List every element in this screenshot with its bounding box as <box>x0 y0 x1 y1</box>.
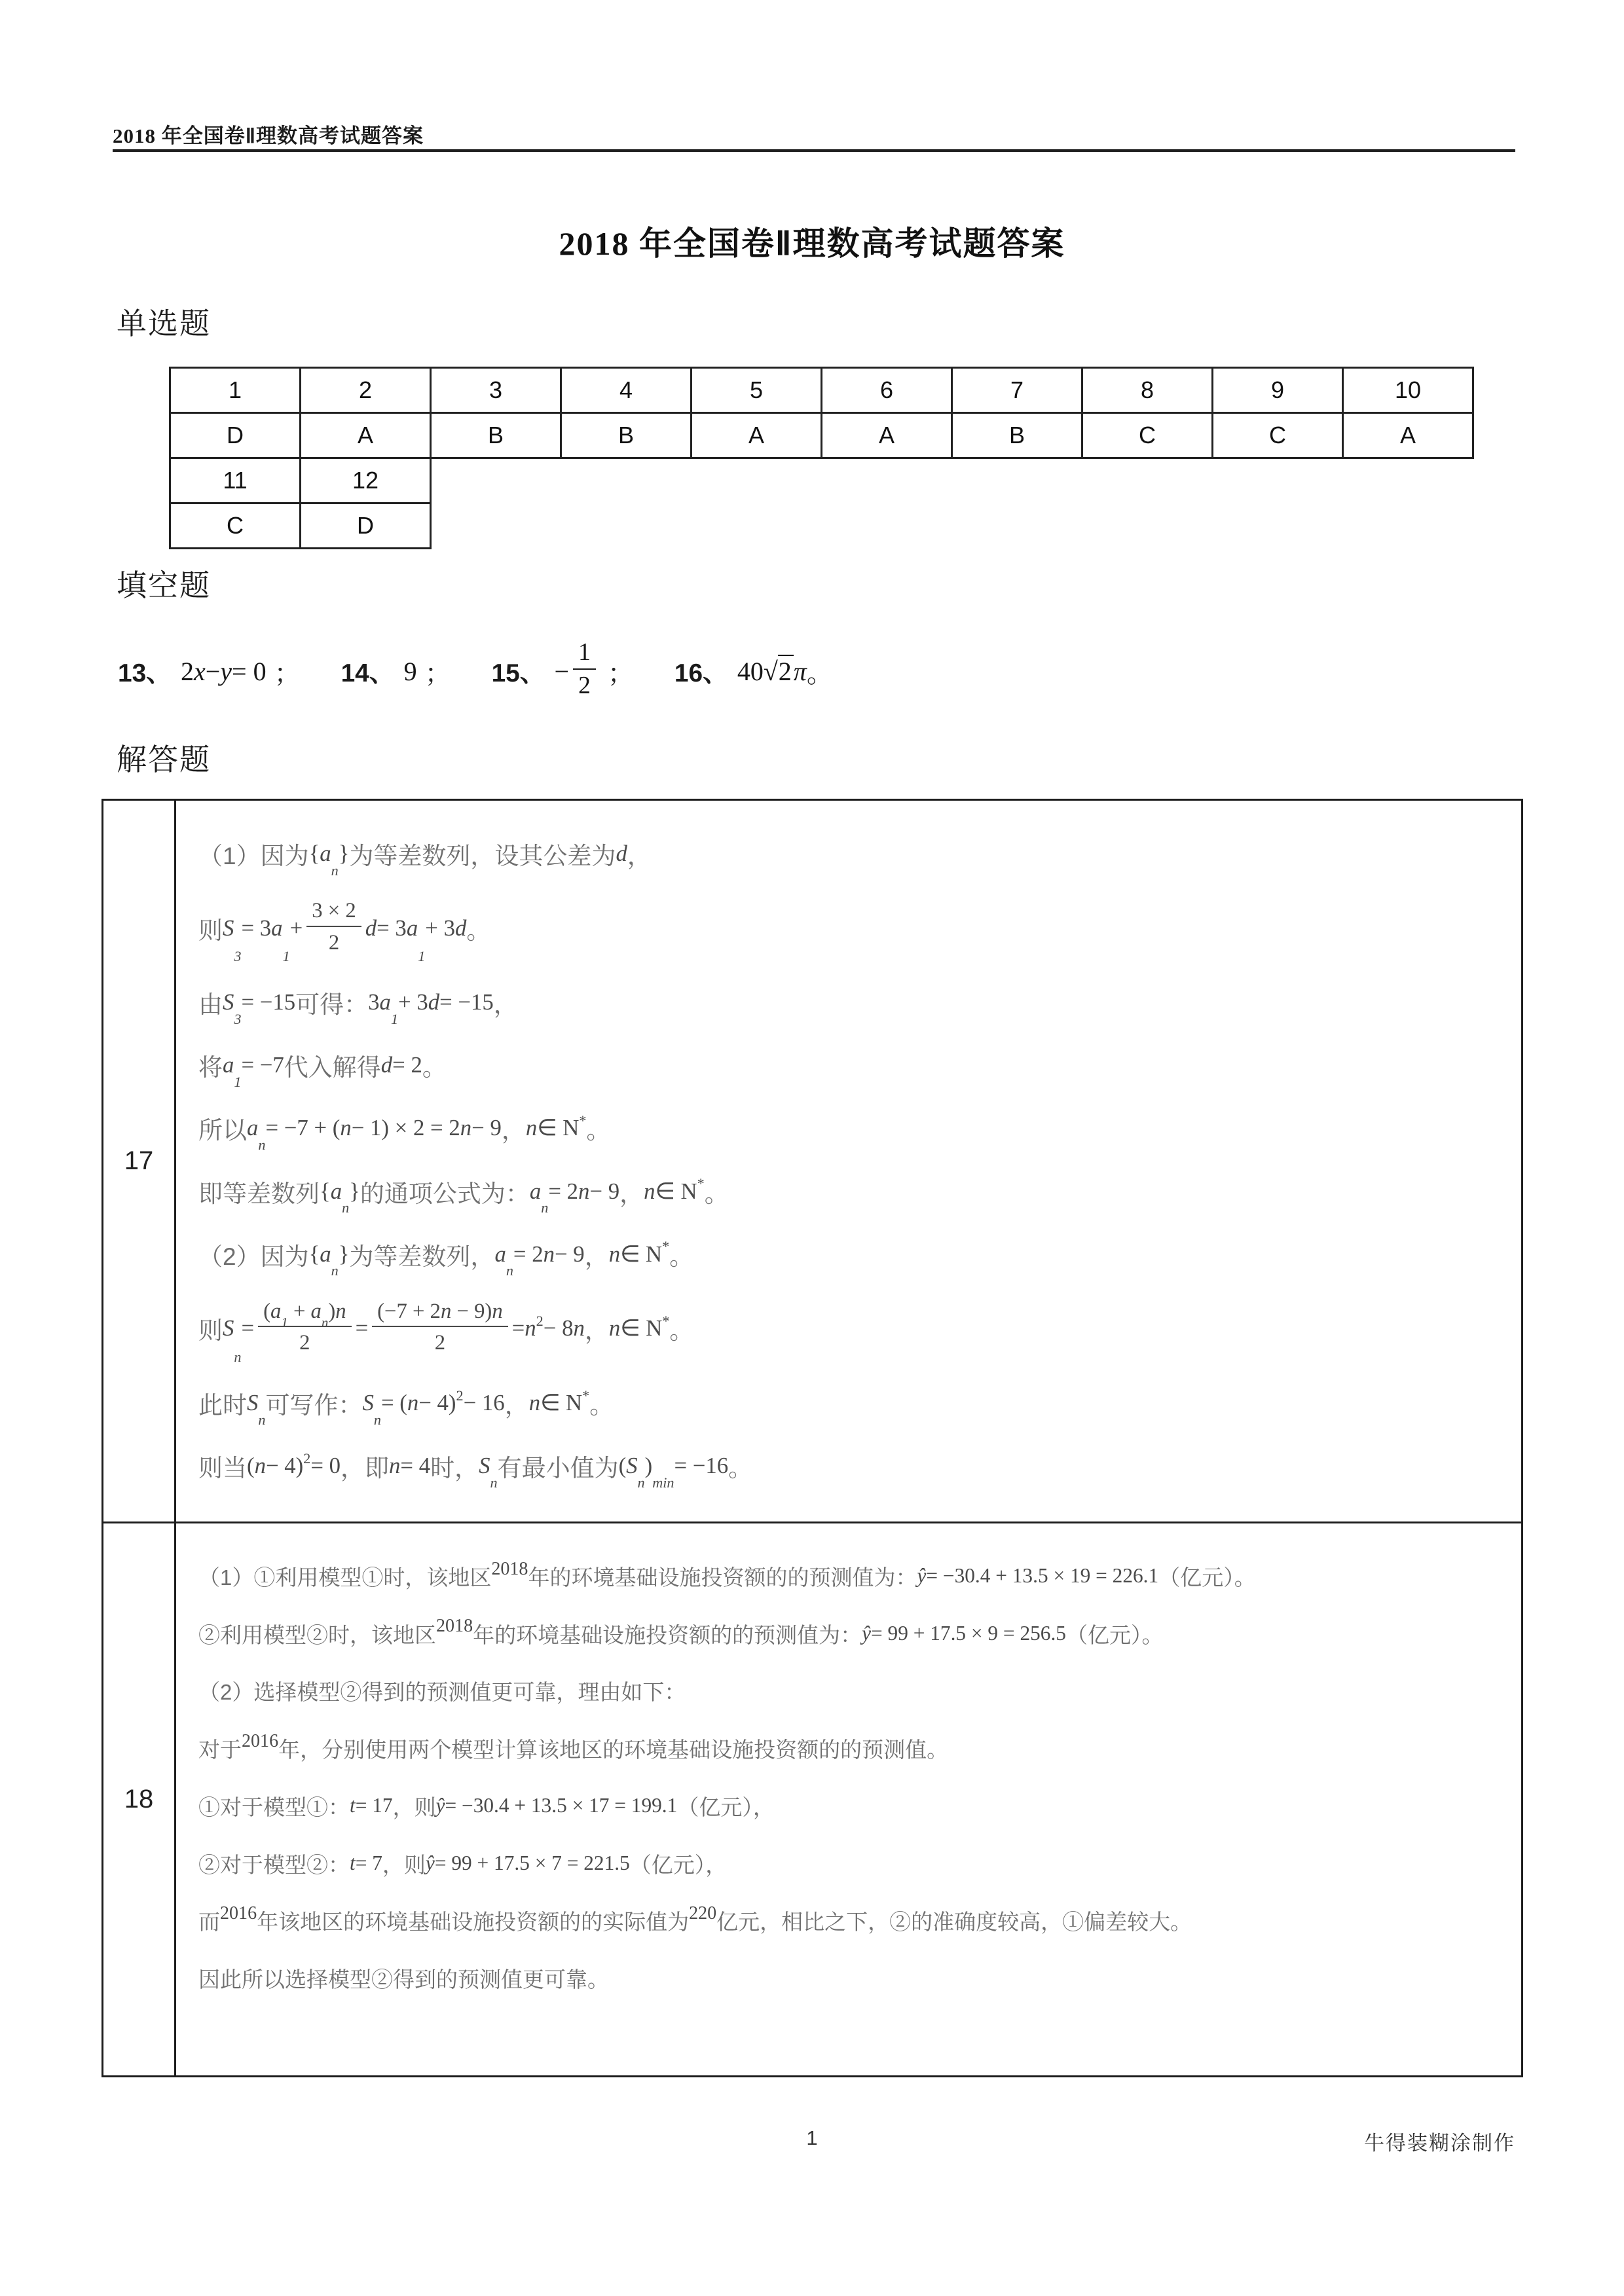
token-m: d <box>365 915 377 941</box>
token-b: 1 <box>418 948 426 965</box>
token-z: 年该地区的环境基础设施投资额的的实际值为 <box>257 1910 690 1935</box>
token-z: 年，分别使用两个模型计算该地区的环境基础设施投资额的的预测值。 <box>278 1738 949 1762</box>
token-b: 1 <box>234 1074 242 1091</box>
token-r: − 4) <box>418 1389 456 1415</box>
token-z: 年的环境基础设施投资额的的预测值为： <box>473 1622 862 1647</box>
token-m: a <box>406 915 418 941</box>
token-f <box>372 1298 508 1356</box>
token-m: n <box>525 1115 538 1141</box>
token-z: 代入解得 <box>284 1054 381 1082</box>
answer-key-cell: A <box>301 413 431 458</box>
token-r: = 3 <box>241 915 272 941</box>
token-y: 2016 <box>220 1903 257 1924</box>
token-m: S <box>247 1389 259 1415</box>
token-m: ŷ <box>862 1622 872 1645</box>
token-z: 所以 <box>198 1117 247 1144</box>
solution-body-17 <box>176 801 1521 1523</box>
token-r: = −16 <box>674 1452 729 1478</box>
token-m: S <box>223 915 234 941</box>
token-z: ②对于模型②： <box>198 1852 350 1877</box>
token-m: n <box>608 1315 621 1341</box>
token-b: min <box>652 1474 674 1491</box>
token-m: a <box>379 989 391 1015</box>
token-b: n <box>258 1411 266 1428</box>
token-r: = −15 <box>241 989 296 1015</box>
token-z: 有最小值为 <box>497 1454 619 1482</box>
token-r: 2 <box>328 930 340 955</box>
token-z: ，则 <box>392 1795 436 1819</box>
token-z: 。 <box>806 658 833 688</box>
token-m: n <box>608 1241 621 1267</box>
token-z: （1）①利用模型①时，该地区 <box>198 1565 492 1590</box>
token-L: 15、 <box>491 659 545 687</box>
token-b: n <box>342 1199 350 1216</box>
token-m: n <box>573 1315 585 1341</box>
token-r: − 9 <box>555 1241 585 1267</box>
token-m: t <box>350 1794 356 1817</box>
token-z: ， <box>584 1243 609 1270</box>
solution-line <box>198 1048 1521 1091</box>
answer-key-cell: 5 <box>692 368 822 413</box>
token-m: a <box>271 915 283 941</box>
token-z: ，即 <box>341 1454 390 1482</box>
token-r: = 2 <box>392 1052 422 1078</box>
token-z: ， <box>493 991 518 1019</box>
token-r: + <box>287 1299 311 1323</box>
token-p: 2 <box>303 1449 311 1467</box>
token-z: 时， <box>430 1454 479 1482</box>
token-s: ； <box>424 658 451 688</box>
token-b: n <box>331 1262 339 1279</box>
token-z: ， <box>584 1317 609 1345</box>
token-r: } <box>338 841 350 867</box>
answer-key-cell: 12 <box>301 458 431 503</box>
token-z: 。 <box>466 917 491 944</box>
token-b: n <box>541 1199 549 1216</box>
token-z: （亿元）。 <box>1158 1565 1256 1590</box>
token-r: = 17 <box>355 1794 393 1817</box>
token-r: = 7 <box>355 1851 382 1875</box>
token-f <box>573 638 596 700</box>
answer-key-row <box>170 503 1473 549</box>
token-r: ( <box>263 1299 270 1323</box>
token-r: 1 <box>578 638 591 666</box>
token-r: ∈ N <box>537 1115 580 1141</box>
token-m: a <box>247 1115 259 1141</box>
token-m: S <box>223 989 234 1015</box>
token-r: − <box>205 656 221 686</box>
token-z: （1）因为 <box>198 843 309 870</box>
token-m: n <box>528 1389 541 1415</box>
token-r: ∈ N <box>620 1315 663 1341</box>
problem-number-17: 17 <box>103 801 176 1523</box>
page-number: 1 <box>806 2126 818 2149</box>
solution-line <box>198 1385 1521 1428</box>
token-z: 。 <box>589 1391 614 1419</box>
token-r: = 2 <box>513 1241 544 1267</box>
token-b: 1 <box>282 948 290 965</box>
solution-line <box>198 1237 1521 1279</box>
token-r: − 8 <box>543 1315 574 1341</box>
solution-line <box>198 1448 1521 1491</box>
token-m: n <box>578 1178 590 1204</box>
token-m: a <box>529 1178 542 1204</box>
answer-key-cell: 3 <box>431 368 561 413</box>
token-r: − <box>554 656 570 686</box>
token-z: （2）选择模型②得到的预测值更可靠，理由如下： <box>198 1680 686 1705</box>
token-m: t <box>350 1851 356 1875</box>
token-q: √2 <box>764 656 794 687</box>
token-r: 2 <box>180 656 194 686</box>
solution-line <box>198 1110 1521 1154</box>
token-z: （亿元）。 <box>1065 1622 1164 1647</box>
token-r: = −15 <box>439 989 494 1015</box>
token-z: 。 <box>422 1054 447 1082</box>
token-z: 。 <box>728 1454 753 1482</box>
token-m: ŷ <box>917 1564 927 1588</box>
token-r: − 9 <box>589 1178 620 1204</box>
token-b: n <box>234 1348 242 1365</box>
solution-line <box>198 1618 1521 1649</box>
token-m: a <box>270 1299 282 1323</box>
token-m: n <box>440 1299 452 1323</box>
token-m: n <box>340 1115 352 1141</box>
token-m: n <box>389 1452 401 1478</box>
token-m: n <box>525 1315 536 1341</box>
token-y: 2018 <box>491 1558 528 1579</box>
solution-line <box>198 1848 1521 1879</box>
token-m: n <box>254 1452 266 1478</box>
token-m: a <box>310 1299 322 1323</box>
token-z: 即等差数列 <box>198 1180 320 1207</box>
token-r: { <box>320 1178 331 1204</box>
token-m: n <box>543 1241 555 1267</box>
token-f <box>306 897 361 955</box>
token-z: ， <box>619 1180 644 1207</box>
token-z: ， <box>627 843 652 870</box>
answer-key-cell: B <box>952 413 1082 458</box>
token-r: ∈ N <box>655 1178 697 1204</box>
token-z: 。 <box>586 1117 611 1144</box>
token-r: + 3 <box>398 989 428 1015</box>
answer-key-cell: 2 <box>301 368 431 413</box>
token-m: n <box>460 1115 472 1141</box>
token-z: 。 <box>669 1317 694 1345</box>
token-z: 将 <box>198 1054 223 1082</box>
solution-line <box>198 1299 1521 1365</box>
token-p: * <box>579 1112 587 1129</box>
token-z: ①对于模型①： <box>198 1795 350 1819</box>
token-b: n <box>490 1474 498 1491</box>
token-z: （亿元）， <box>629 1852 728 1877</box>
token-s: ； <box>274 658 301 688</box>
token-m: y <box>220 656 232 686</box>
token-z: 年的环境基础设施投资额的的预测值为： <box>528 1565 917 1590</box>
token-r: { <box>308 841 320 867</box>
token-m: d <box>616 841 627 867</box>
token-L: 14、 <box>341 659 395 687</box>
token-z: （2）因为 <box>198 1243 309 1270</box>
solution-line <box>198 1791 1521 1821</box>
answer-key-cell: B <box>431 413 561 458</box>
token-m: n <box>407 1389 419 1415</box>
solution-line <box>198 985 1521 1028</box>
token-z: 可写作： <box>265 1391 363 1419</box>
answer-key-cell: 1 <box>170 368 301 413</box>
answer-key-cell: 7 <box>952 368 1082 413</box>
answer-key-cell: 6 <box>822 368 952 413</box>
token-r: 3 × 2 <box>312 899 356 923</box>
token-b: n <box>331 862 339 879</box>
answer-key-cell: 11 <box>170 458 301 503</box>
solution-line <box>198 1963 1521 1994</box>
answer-key-cell: 8 <box>1082 368 1213 413</box>
token-y: 220 <box>689 1903 717 1924</box>
token-b: n <box>506 1262 513 1279</box>
token-r: 3 <box>368 989 380 1015</box>
token-r: + <box>289 915 303 941</box>
answer-key-cell: D <box>301 503 431 549</box>
answer-key-cell: B <box>561 413 692 458</box>
solution-line <box>198 1905 1521 1936</box>
token-r: } <box>349 1178 360 1204</box>
page-title: 2018 年全国卷Ⅱ理数高考试题答案 <box>559 225 1065 262</box>
token-m: S <box>626 1452 638 1478</box>
token-m: a <box>223 1052 234 1078</box>
solution-line <box>198 1558 1521 1592</box>
token-r: ∈ N <box>620 1241 663 1267</box>
token-r: = 2 <box>548 1178 579 1204</box>
token-r: − 1) × 2 = 2 <box>351 1115 460 1141</box>
solution-line <box>198 1174 1521 1216</box>
token-r: = −7 + ( <box>265 1115 341 1141</box>
token-r: 40 <box>737 656 764 686</box>
solution-line <box>198 836 1521 879</box>
token-z: 可得： <box>295 991 369 1019</box>
token-r: = −30.4 + 13.5 × 19 = 226.1 <box>926 1564 1159 1588</box>
token-z: 的通项公式为： <box>360 1180 530 1207</box>
token-y: 2016 <box>242 1730 279 1751</box>
solution-body-18 <box>176 1523 1521 2075</box>
token-z: 亿元，相比之下，②的准确度较高，①偏差较大。 <box>716 1910 1192 1935</box>
token-z: ， <box>504 1391 529 1419</box>
answer-key-cell: 10 <box>1343 368 1473 413</box>
token-m: S <box>362 1389 374 1415</box>
token-p: 2 <box>536 1313 544 1330</box>
token-z: 由 <box>198 991 223 1019</box>
token-r: 9 <box>403 656 417 686</box>
solution-line <box>198 1675 1521 1706</box>
token-f <box>258 1298 351 1356</box>
token-m: d <box>454 915 467 941</box>
answer-key-cell: C <box>1213 413 1343 458</box>
solution-line <box>198 1730 1521 1764</box>
answer-key-cell: C <box>1082 413 1213 458</box>
token-m: d <box>380 1052 393 1078</box>
token-L: 16、 <box>674 659 728 687</box>
answer-key-cell: C <box>170 503 301 549</box>
token-b: 1 <box>281 1315 288 1331</box>
section-heading-fill-blank: 填空题 <box>117 569 211 602</box>
answer-key-row <box>170 413 1473 458</box>
token-m: S <box>479 1452 490 1478</box>
token-r: = 3 <box>377 915 407 941</box>
answer-key-cell: 9 <box>1213 368 1343 413</box>
token-z: 则 <box>198 1317 223 1345</box>
token-m: S <box>223 1315 234 1341</box>
token-b: 3 <box>234 1011 242 1028</box>
token-r: (−7 + 2 <box>377 1299 441 1323</box>
token-m: a <box>320 841 331 867</box>
token-z: ，则 <box>382 1852 426 1877</box>
token-r: = ( <box>380 1389 407 1415</box>
token-r: { <box>308 1241 320 1267</box>
problem-number-18: 18 <box>103 1523 176 2075</box>
token-m: a <box>494 1241 506 1267</box>
solutions-table <box>101 799 1523 2077</box>
token-p: 2 <box>456 1387 464 1404</box>
token-m: a <box>320 1241 331 1267</box>
token-z: 。 <box>704 1180 729 1207</box>
token-m: ŷ <box>425 1851 435 1875</box>
token-p: * <box>582 1387 590 1404</box>
token-r: } <box>338 1241 350 1267</box>
section-heading-single-choice: 单选题 <box>117 307 211 340</box>
token-r: − 16 <box>463 1389 505 1415</box>
token-r: = 0 <box>310 1452 341 1478</box>
token-r: ( <box>618 1452 627 1478</box>
token-r: = 4 <box>400 1452 431 1478</box>
answer-key-row <box>170 368 1473 413</box>
token-z: 此时 <box>198 1391 247 1419</box>
token-m: n <box>335 1299 346 1323</box>
token-r: 2 <box>578 672 591 699</box>
token-r: = 99 + 17.5 × 7 = 221.5 <box>434 1851 630 1875</box>
token-b: 3 <box>234 948 242 965</box>
answer-key-table <box>169 367 1474 549</box>
token-r: = −30.4 + 13.5 × 17 = 199.1 <box>445 1794 678 1817</box>
token-b: 1 <box>390 1011 399 1028</box>
fill-blank-answers-line <box>118 622 833 720</box>
token-z: ②利用模型②时，该地区 <box>198 1622 436 1647</box>
token-b: n <box>321 1315 329 1331</box>
token-z: 则 <box>198 917 223 944</box>
token-z: 对于 <box>198 1738 242 1762</box>
answer-key-cell: 4 <box>561 368 692 413</box>
token-m: x <box>193 656 206 686</box>
token-z: 则当 <box>198 1454 247 1482</box>
token-r: − 4) <box>265 1452 304 1478</box>
answer-key-cell: A <box>1343 413 1473 458</box>
token-z: ， <box>501 1117 526 1144</box>
token-p: * <box>662 1313 670 1330</box>
token-r: = <box>241 1315 255 1341</box>
token-m: a <box>330 1178 342 1204</box>
token-r: 2 <box>299 1331 310 1355</box>
token-m: d <box>428 989 440 1015</box>
token-m: ŷ <box>435 1794 445 1817</box>
token-r: + 3 <box>425 915 455 941</box>
footer-credit: 牛得装糊涂制作 <box>1364 2132 1515 2155</box>
token-r: ∈ N <box>540 1389 583 1415</box>
answer-key-cell: A <box>692 413 822 458</box>
token-z: 为等差数列， <box>349 1243 495 1270</box>
token-z: （亿元）， <box>677 1795 775 1819</box>
token-z: 而 <box>198 1910 220 1935</box>
token-b: n <box>373 1411 381 1428</box>
section-heading-free-response: 解答题 <box>117 743 211 776</box>
token-r: = −7 <box>241 1052 284 1078</box>
token-r: ( <box>247 1452 255 1478</box>
token-r: = <box>511 1315 525 1341</box>
token-r: ) <box>644 1452 653 1478</box>
token-z: 。 <box>669 1243 694 1270</box>
token-z: 为等差数列，设其公差为 <box>349 843 616 870</box>
token-m: n <box>492 1299 503 1323</box>
running-header: 2018 年全国卷Ⅱ理数高考试题答案 <box>113 124 424 147</box>
token-m: π <box>793 656 807 686</box>
header-rule <box>113 149 1515 152</box>
solution-line <box>198 899 1521 965</box>
answer-key-row <box>170 458 1473 503</box>
token-r: 2 <box>434 1331 446 1355</box>
token-L: 13、 <box>118 659 172 687</box>
token-m: n <box>644 1178 655 1204</box>
answer-key-cell: D <box>170 413 301 458</box>
token-b: n <box>637 1474 645 1491</box>
answer-key-cell: A <box>822 413 952 458</box>
token-r: = <box>355 1315 369 1341</box>
token-y: 2018 <box>436 1616 473 1637</box>
token-r: ) <box>328 1299 336 1323</box>
token-r: − 9 <box>471 1115 502 1141</box>
token-b: n <box>258 1137 266 1154</box>
token-r: = 0 <box>232 656 267 686</box>
token-p: * <box>662 1238 670 1255</box>
token-p: * <box>697 1175 705 1192</box>
token-s: ； <box>607 658 634 688</box>
token-z: 因此所以选择模型②得到的预测值更可靠。 <box>198 1967 609 1992</box>
token-r: = 99 + 17.5 × 9 = 256.5 <box>871 1622 1066 1645</box>
token-r: − 9) <box>451 1299 492 1323</box>
